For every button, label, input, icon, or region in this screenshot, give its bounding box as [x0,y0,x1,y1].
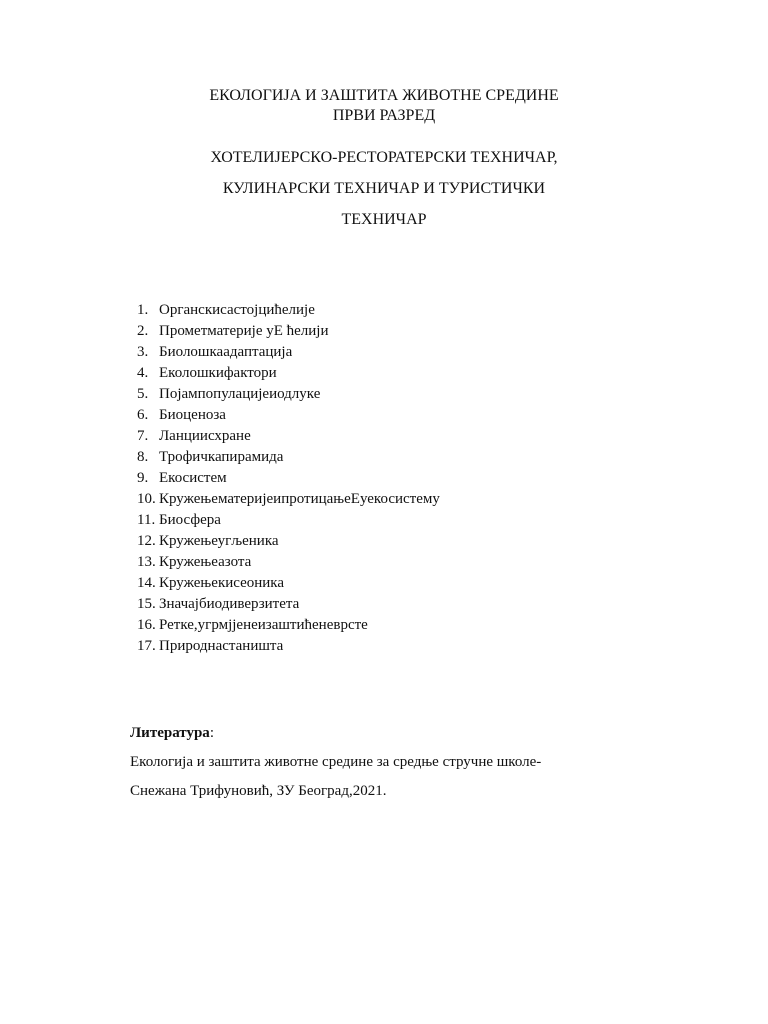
subtitle-line-1: ХОТЕЛИЈЕРСКО-РЕСТОРАТЕРСКИ ТЕХНИЧАР, [210,149,558,166]
list-item [137,426,440,447]
list-item-text: Природнастаништа [159,638,284,654]
list-item [137,300,440,321]
list-item-text: Појампопулацијеиодлуке [159,386,321,402]
topic-list [137,300,440,657]
list-item-text: Ланциисхране [159,428,251,444]
list-item [137,447,440,468]
list-item-number: 3. [137,344,149,360]
list-item-number: 10. [137,491,156,507]
list-item [137,468,440,489]
list-item-number: 13. [137,554,156,570]
list-item-text: Кружењеазота [159,554,252,570]
list-item-text: Значајбиодиверзитета [159,596,300,612]
list-item [137,342,440,363]
list-item-number: 15. [137,596,156,612]
list-item [137,405,440,426]
literature-reference-line-1: Екологија и заштита животне средине за средње стручне школе- [130,754,542,770]
list-item-text: Ретке,угрмјјенеизаштићеневрсте [159,617,368,633]
list-item-number: 17. [137,638,156,654]
document-title [0,86,768,126]
list-item-text: Кружењеугљеника [159,533,279,549]
list-item-number: 8. [137,449,149,465]
list-item-number: 2. [137,323,149,339]
list-item-text: Еколошкифактори [159,365,277,381]
list-item-text: Органскисастојцићелије [159,302,315,318]
list-item [137,636,440,657]
list-item [137,363,440,384]
literature-reference-line-2: Снежана Трифуновић, ЗУ Београд,2021. [130,783,387,799]
title-line-1: ЕКОЛОГИЈА И ЗАШТИТА ЖИВОТНЕ СРЕДИНЕ [209,87,559,104]
list-item-number: 6. [137,407,149,423]
list-item-text: Прометматерије уЕ ћелији [159,323,329,339]
list-item [137,531,440,552]
literature-heading: Литература [130,725,210,741]
list-item [137,384,440,405]
title-line-2: ПРВИ РАЗРЕД [332,107,436,124]
literature-section [130,722,541,809]
list-item-number: 11. [137,512,156,528]
subtitle-line-3: ТЕХНИЧАР [341,211,427,228]
list-item-text: Биоценоза [159,407,226,423]
document-subtitle [0,148,768,241]
literature-heading-colon: : [209,725,214,741]
list-item [137,594,440,615]
list-item-number: 12. [137,533,156,549]
list-item-number: 14. [137,575,156,591]
list-item-text: Кружењекисеоника [159,575,285,591]
list-item-number: 5. [137,386,149,402]
list-item-text: Биосфера [159,512,221,528]
list-item [137,321,440,342]
list-item-number: 9. [137,470,149,486]
list-item [137,510,440,531]
list-item [137,489,440,510]
list-item-text: Екосистем [159,470,227,486]
list-item-number: 16. [137,617,156,633]
list-item [137,615,440,636]
list-item-text: КружењематеријеипротицањеЕуекосистему [159,491,440,507]
literature-heading-row [130,722,541,744]
list-item [137,552,440,573]
list-item [137,573,440,594]
list-item-number: 1. [137,302,149,318]
subtitle-line-2: КУЛИНАРСКИ ТЕХНИЧАР И ТУРИСТИЧКИ [222,180,546,197]
list-item-text: Трофичкапирамида [159,449,284,465]
list-item-number: 4. [137,365,149,381]
list-item-number: 7. [137,428,149,444]
list-item-text: Биолошкаадаптација [159,344,293,360]
